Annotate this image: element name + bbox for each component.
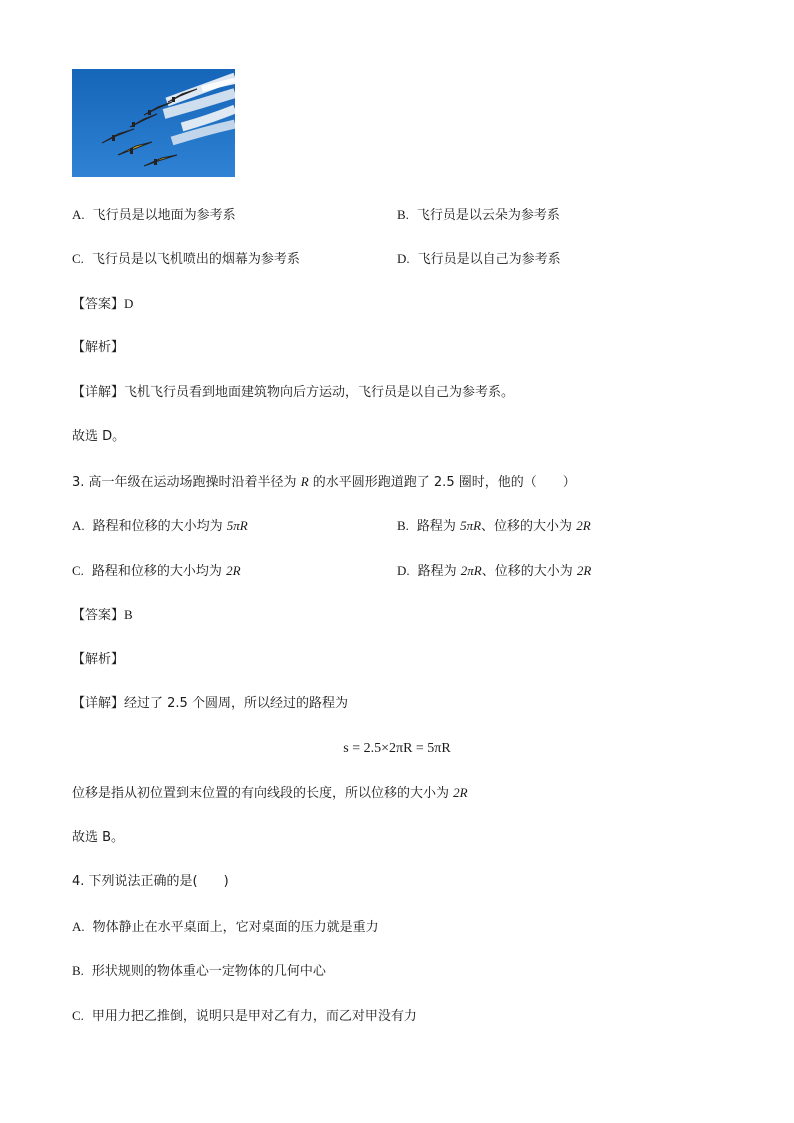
q2-option-c	[72, 250, 300, 269]
q2-answer	[72, 295, 133, 314]
detail-text: 经过了 2.5 个圆周，所以经过的路程为	[124, 696, 348, 711]
option-text: 飞行员是以飞机喷出的烟幕为参考系	[91, 252, 300, 267]
q4-option-a	[72, 918, 379, 937]
option-letter: D.	[397, 563, 410, 578]
option-text: 、位移的大小为	[481, 519, 573, 534]
jet-formation-photo	[72, 69, 235, 177]
q2-detail	[72, 384, 514, 402]
stem-prefix: 3. 高一年级在运动场跑操时沿着半径为	[72, 475, 297, 490]
q3-option-a	[72, 517, 248, 536]
option-text: 路程和位移的大小均为	[91, 564, 222, 579]
q3-conclusion: 故选 B。	[72, 830, 125, 845]
answer-value: B	[124, 607, 133, 622]
detail-text: 飞机飞行员看到地面建筑物向后方运动，飞行员是以自己为参考系。	[124, 385, 515, 400]
option-math: 5πR	[226, 518, 248, 533]
option-letter: A.	[72, 919, 85, 934]
q3-answer	[72, 606, 133, 625]
option-letter: A.	[72, 518, 85, 533]
option-math: 2R	[576, 563, 592, 578]
detail-label: 【详解】	[72, 696, 125, 711]
answer-label: 【答案】	[72, 608, 125, 623]
option-text: 形状规则的物体重心一定物体的几何中心	[91, 964, 326, 979]
q2-analysis-label: 【解析】	[72, 340, 125, 355]
option-letter: D.	[397, 251, 410, 266]
option-math: 2πR	[460, 563, 482, 578]
option-letter: B.	[72, 963, 84, 978]
option-text: 物体静止在水平桌面上，它对桌面的压力就是重力	[92, 920, 379, 935]
option-math: 5πR	[460, 518, 482, 533]
option-letter: B.	[397, 518, 409, 533]
option-math: 2R	[226, 563, 241, 578]
q3-option-c	[72, 562, 241, 581]
stem-suffix: 的水平圆形跑道跑了 2.5 圈时，他的（ ）	[312, 475, 576, 490]
q2-conclusion: 故选 D。	[72, 429, 126, 444]
displacement-math: 2R	[453, 785, 468, 800]
option-letter: C.	[72, 1008, 84, 1023]
option-letter: C.	[72, 251, 84, 266]
q3-option-d	[397, 562, 591, 581]
q3-displacement	[72, 784, 468, 803]
option-text: 飞行员是以云朵为参考系	[416, 208, 560, 223]
q4-option-b	[72, 962, 326, 981]
q3-stem	[72, 473, 576, 492]
displacement-text: 位移是指从初位置到末位置的有向线段的长度，所以位移的大小为	[72, 786, 450, 801]
q2-option-a	[72, 206, 236, 225]
option-letter: A.	[72, 207, 85, 222]
option-text: 、位移的大小为	[481, 564, 573, 579]
answer-value: D	[124, 296, 134, 311]
option-text: 路程和位移的大小均为	[92, 519, 223, 534]
q3-option-b	[397, 517, 591, 536]
option-text: 飞行员是以自己为参考系	[417, 252, 561, 267]
option-text: 路程为	[417, 564, 457, 579]
q3-formula: s = 2.5×2πR = 5πR	[343, 741, 451, 756]
option-text: 路程为	[416, 519, 456, 534]
answer-label: 【答案】	[72, 297, 125, 312]
q4-option-c	[72, 1007, 417, 1026]
option-letter: B.	[397, 207, 409, 222]
q4-stem: 4. 下列说法正确的是( )	[72, 874, 229, 889]
detail-label: 【详解】	[72, 385, 125, 400]
q3-analysis-label: 【解析】	[72, 652, 125, 667]
q2-option-d	[397, 250, 561, 269]
q3-detail	[72, 695, 348, 713]
option-math: 2R	[576, 518, 591, 533]
option-letter: C.	[72, 563, 84, 578]
stem-variable: R	[300, 474, 309, 489]
option-text: 飞行员是以地面为参考系	[92, 208, 236, 223]
option-text: 甲用力把乙推倒，说明只是甲对乙有力，而乙对甲没有力	[91, 1009, 417, 1024]
q2-option-b	[397, 206, 560, 225]
